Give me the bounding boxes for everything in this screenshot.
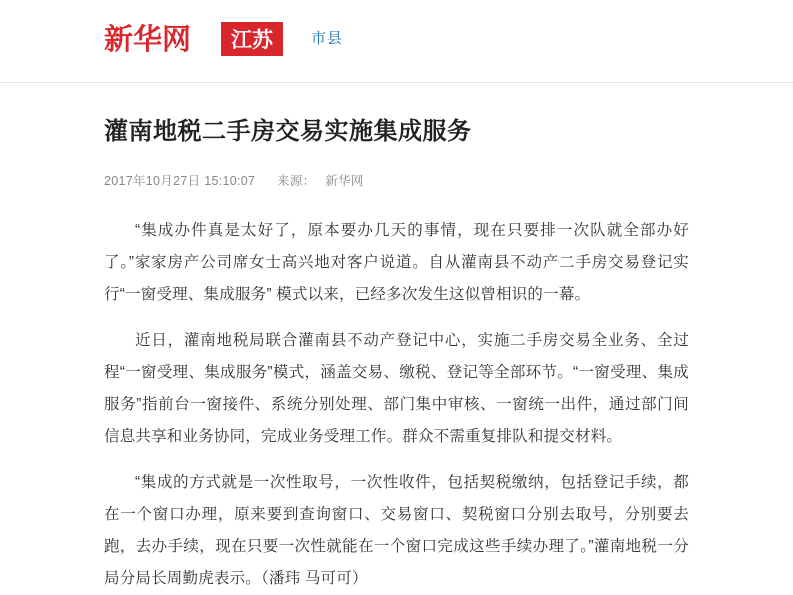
article-paragraph: “集成的方式就是一次性取号，一次性收件，包括契税缴纳，包括登记手续，都在一个窗口办理，原来要到查询窗口、交易窗口、契税窗口分别去取号，分别要去跑，去办手续，现在只要一次性就能在一个窗口完成这些手续办理了。”灌南地税一分局分局长周勤虎表示。（潘玮 马可可） — [104, 474, 689, 587]
page-title: 灌南地税二手房交易实施集成服务 — [104, 118, 472, 145]
header-inner — [104, 22, 343, 56]
xinhua-logo-link[interactable] — [104, 22, 214, 56]
nav-item-shixian[interactable]: 市县 — [311, 30, 344, 47]
svg-text:江苏: 江苏 — [231, 29, 273, 52]
site-header — [0, 0, 793, 83]
article-body — [104, 215, 689, 595]
xinhuanet-logo-icon — [104, 22, 214, 56]
source-value: 新华网 — [325, 174, 364, 188]
svg-text:新华网: 新华网 — [104, 24, 192, 56]
jiangsu-logo-link[interactable] — [221, 22, 283, 56]
jiangsu-badge-icon — [221, 22, 283, 56]
publish-datetime: 2017年10月27日 15:10:07 — [104, 174, 256, 188]
article-container — [0, 83, 793, 595]
article-paragraph: 近日，灌南地税局联合灌南县不动产登记中心，实施二手房交易全业务、全过程“一窗受理、集成服务”模式，涵盖交易、缴税、登记等全部环节。“一窗受理、集成服务”指前台一窗接件、系统分别处理、部门集中审核、一窗统一出件，通过部门间信息共享和业务协同，完成业务受理工作。群众不需重复排队和提交材料。 — [104, 332, 689, 445]
source-label: 来源： — [277, 174, 316, 188]
article-paragraph: “集成办件真是太好了，原本要办几天的事情，现在只要排一次队就全部办好了。”家家房产公司席女士高兴地对客户说道。自从灌南县不动产二手房交易登记实行“一窗受理、集成服务” 模式以来，已经多次发生这似曾相识的一幕。 — [104, 222, 689, 303]
article-meta — [104, 171, 689, 189]
